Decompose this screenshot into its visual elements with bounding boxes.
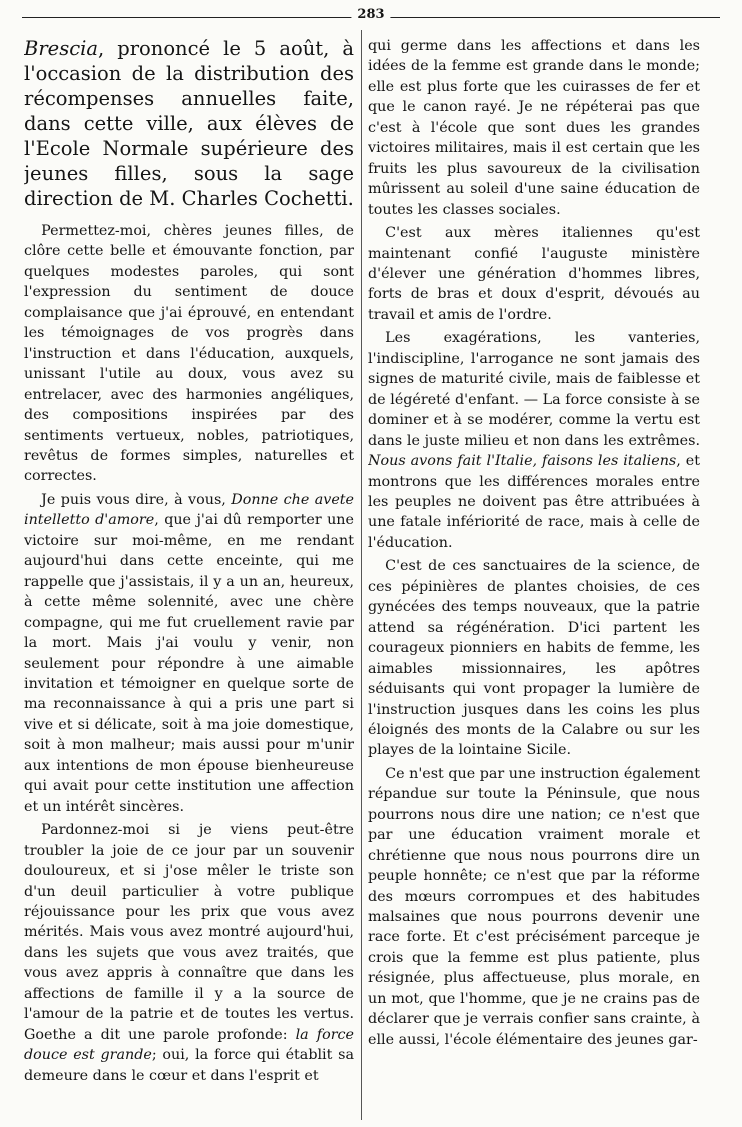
left-column <box>24 36 354 1119</box>
quote-donne: Donne che avete intelletto d'amore <box>24 491 354 529</box>
paragraph-left-2-b: , que j'ai dû remporter une victoire sur moi-même, en me rendant aujourd'hui dans cette enceinte, qui me rappelle que j'assistais, il y a un an, heureux, à cette même solennité, avec une chère compagne, qui me fut cruellement ravie par la mort. Mais j'ai voulu y venir, non seulement pour répondre à une aimable invitation et témoigner en quelque sorte de ma reconnaissance à qui a pris une part si vive et si délicate, soit à ma joie domestique, soit à mon malheur; mais aussi pour m'unir aux intentions de mon épouse bienheureuse qui avait pour cette institution une affection et un intérêt sincères. <box>24 512 354 815</box>
quote-italie: Nous avons fait l'Italie, faisons les italiens <box>368 453 677 470</box>
quote-goethe: la force douce est grande <box>24 1026 354 1064</box>
page-number: 283 <box>351 6 390 24</box>
paragraph-left-3-a: Pardonnez-moi si je viens peut-être troubler la joie de ce jour par un souvenir douloureux, et si j'ose mêler le triste son d'un deuil particulier à votre publique réjouissance pour les prix que vous avez mérités. Mais vous avez montré aujourd'hui, dans les sujets que vous avez traités, que vous avez appris à connaître que dans les affections de famille il y a la source de l'amour de la patrie et de toutes les vertus. Goethe a dit une parole profonde: <box>24 822 354 1043</box>
intro-text: , prononcé le 5 août, à l'occasion de la distribution des récompenses annuelles faite, dans cette ville, aux élèves de l'Ecole Normale supérieure des jeunes filles, sous la sage direction de M. Charles Cochetti. <box>24 37 354 210</box>
paragraph-left-2-a: Je puis vous dire, à vous, <box>41 491 232 508</box>
column-divider <box>361 30 362 1120</box>
paragraph-right-1: C'est aux mères italiennes qu'est maintenant confié l'auguste ministère d'élever une génération d'hommes libres, forts de bras et doux d'esprit, dévoués au travail et amis de l'ordre. <box>368 225 700 323</box>
paragraph-right-2 <box>368 328 700 553</box>
paragraph-right-2-b: , et montrons que les différences morales entre les peuples ne doivent pas être attribuées à une fatale infériorité de race, mais à celle de l'éducation. <box>368 453 700 551</box>
paragraph-left-1: Permettez-moi, chères jeunes filles, de clôre cette belle et émouvante fonction, par quelques modestes paroles, qui sont l'expression du sentiment de douce complaisance que j'ai éprouvé, en entendant les témoignages de vos progrès dans l'instruction et dans l'éducation, auxquels, unissant l'utile au doux, vous avez su entrelacer, avec des harmonies angéliques, des compositions inspirées par des sentiments vertueux, nobles, patriotiques, revêtus de formes simples, naturelles et correctes. <box>24 223 354 485</box>
intro-paragraph <box>24 36 354 211</box>
paragraph-left-3 <box>24 820 354 1086</box>
paragraph-left-3-b: ; oui, la force qui établit sa demeure dans le cœur et dans l'esprit et <box>24 1047 354 1084</box>
paragraph-right-continued: qui germe dans les affections et dans les idées de la femme est grande dans le monde; elle est plus forte que les cuirasses de fer et que le canon rayé. Je ne répéterai pas que c'est à l'école que sont dues les grandes victoires militaires, mais il est certain que les fruits les plus savoureux de la civilisation mûrissent au soleil d'une saine éducation de toutes les classes sociales. <box>368 38 700 218</box>
paragraph-right-4: Ce n'est que par une instruction également répandue sur toute la Péninsule, que nous pourrons nous dire une nation; ce n'est que par une éducation vraiment morale et chrétienne que nous nous pourrons dire un peuple honnête; ce n'est que par la réforme des mœurs corrompues et des habitudes malsaines que nous pourrons devenir une race forte. Et c'est précisément parceque je crois que la femme est plus patiente, plus résignée, plus affectueuse, plus morale, en un mot, que l'homme, que je ne crains pas de déclarer que je verrais confier sans crainte, à elle aussi, l'école élémentaire des jeunes gar- <box>368 765 700 1048</box>
paragraph-right-3: C'est de ces sanctuaires de la science, de ces pépinières de plantes choisies, de ces gynécées des temps nouveaux, que la patrie attend sa régénération. D'ici partent les courageux pionniers en habits de femme, les aimables missionnaires, les apôtres séduisants qui vont propager la lumière de l'instruction jusques dans les coins les plus éloignés des monts de la Calabre ou sur les playes de la lointaine Sicile. <box>368 558 700 759</box>
intro-place-name: Brescia <box>24 37 98 60</box>
page-header <box>22 6 720 24</box>
paragraph-left-2 <box>24 490 354 817</box>
right-column <box>368 36 700 1119</box>
paragraph-right-2-a: Les exagérations, les vanteries, l'indiscipline, l'arrogance ne sont jamais des signes de maturité civile, mais de faiblesse et de légéreté d'enfant. — La force consiste à se dominer et à se modérer, comme la vertu est dans le juste milieu et non dans les extrêmes. <box>368 330 700 449</box>
